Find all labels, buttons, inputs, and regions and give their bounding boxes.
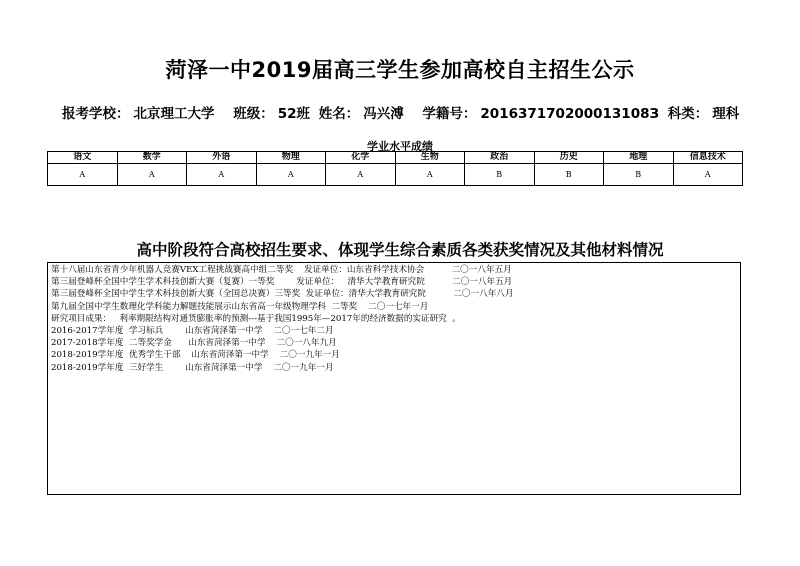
- grade-cell: B: [604, 164, 674, 186]
- school-value: 北京理工大学: [133, 106, 215, 122]
- student-id-value: 201637170200013108З: [480, 106, 660, 122]
- school-label: 报考学校：: [62, 106, 130, 122]
- grade-cell: A: [48, 164, 118, 186]
- award-line: 第三届登峰杯全国中学生学术科技创新大赛（复赛）一等奖 发证单位： 清华大学教育研究院 二〇一八年五月: [51, 277, 513, 288]
- awards-title: 高中阶段符合高校招生要求、体现学生综合素质各类获奖情况及其他材料情况: [136, 241, 664, 259]
- grade-cell: A: [673, 164, 743, 186]
- grade-cell: A: [326, 164, 396, 186]
- subject-header: 地理: [604, 152, 674, 164]
- honor-line: 2018-2019学年度 优秀学生干部 山东省菏泽第一中学 二〇一九年一月: [51, 350, 340, 361]
- award-line: 第十八届山东省青少年机器人竞赛VEX工程挑战赛高中组二等奖 发证单位：山东省科学技术协会 二〇一八年五月: [51, 265, 512, 275]
- subject-header: 生物: [395, 152, 465, 164]
- subject-header: 数学: [117, 152, 187, 164]
- award-line: 第九届全国中学生数理化学科能力解题技能展示山东省高一年级物理学科 二等奖 二〇一七年一月: [51, 301, 429, 312]
- research-line: 研究项目成果： 利率期限结构对通货膨胀率的预测---基于我国1995年—2017年的经济数据的实证研究 。: [51, 313, 461, 324]
- scores-header-row: [48, 152, 743, 164]
- grade-cell: A: [256, 164, 326, 186]
- page-title: 菏泽一中2019届高三学生参加高校自主招生公示: [165, 58, 635, 82]
- grade-cell: A: [395, 164, 465, 186]
- subject-header: 历史: [534, 152, 604, 164]
- track-value: 理科: [712, 106, 740, 122]
- scores-caption: 学业水平成绩: [367, 140, 433, 153]
- honor-line: 2018-2019学年度 三好学生 山东省菏泽第一中学 二〇一九年一月: [51, 362, 334, 373]
- class-label: 班级：: [233, 106, 274, 122]
- subject-header: 化学: [326, 152, 396, 164]
- subject-header: 信息技术: [673, 152, 743, 164]
- grade-cell: B: [465, 164, 535, 186]
- class-value: 52班: [277, 106, 310, 122]
- scores-table: [47, 151, 743, 186]
- awards-box: [47, 262, 741, 495]
- grade-cell: A: [187, 164, 257, 186]
- student-id-label: 学籍号：: [422, 106, 477, 122]
- subject-header: 物理: [256, 152, 326, 164]
- honor-line: 2017-2018学年度 二等奖学金 山东省菏泽第一中学 二〇一八年九月: [51, 338, 337, 349]
- subject-header: 语文: [48, 152, 118, 164]
- name-value: 冯兴溥: [363, 106, 404, 122]
- student-info-line: [62, 102, 743, 122]
- name-label: 姓名：: [318, 106, 360, 122]
- grade-cell: B: [534, 164, 604, 186]
- subject-header: 政治: [465, 152, 535, 164]
- track-label: 科类：: [667, 106, 709, 122]
- grade-cell: A: [117, 164, 187, 186]
- scores-grade-row: [48, 164, 743, 186]
- subject-header: 外语: [187, 152, 257, 164]
- award-line: 第三届登峰杯全国中学生学术科技创新大赛（全国总决赛）三等奖 发证单位：清华大学教育研究院 二〇一八年八月: [51, 289, 514, 300]
- honor-line: 2016-2017学年度 学习标兵 山东省菏泽第一中学 二〇一七年二月: [51, 326, 334, 337]
